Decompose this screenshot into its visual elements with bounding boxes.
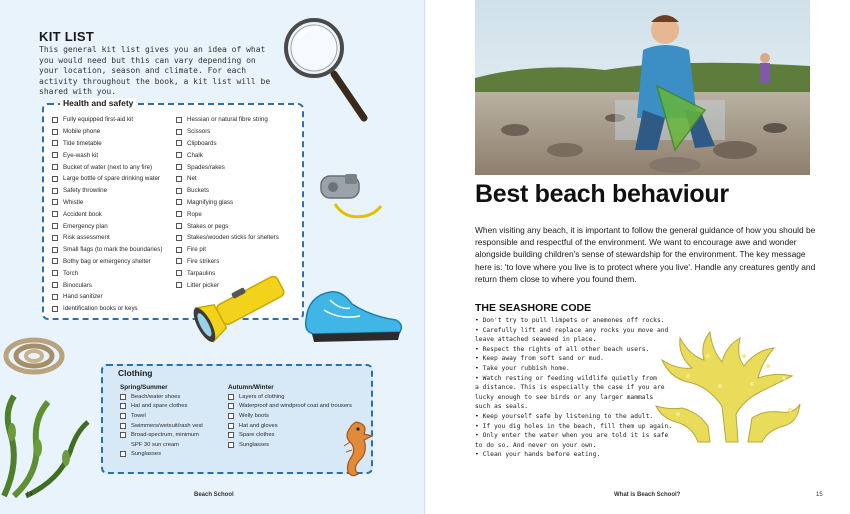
autumn-winter-heading: Autumn/Winter — [228, 384, 274, 391]
checkbox[interactable] — [228, 442, 234, 448]
code-line: • Don't try to pull limpets or anemones off rocks. — [475, 317, 665, 324]
checkbox[interactable] — [176, 223, 182, 229]
checklist-item: Stakes or pegs — [176, 220, 279, 232]
checkbox[interactable] — [176, 117, 182, 123]
checklist-item: Large bottle of spare drinking water — [52, 173, 162, 185]
code-line: • Carefully lift and replace any rocks you move and — [475, 326, 669, 334]
code-line: • Clean your hands before eating. — [475, 451, 601, 459]
checkbox[interactable] — [52, 129, 58, 135]
checkbox[interactable] — [228, 423, 234, 429]
checklist-item: Magnifying glass — [176, 197, 279, 209]
checklist-item: Binoculars — [52, 279, 162, 291]
kit-list-title: KIT LIST — [39, 29, 95, 44]
checkbox[interactable] — [52, 247, 58, 253]
checklist-item: Emergency plan — [52, 220, 162, 232]
checkbox[interactable] — [52, 188, 58, 194]
checklist-item: Tide timetable — [52, 138, 162, 150]
checkbox[interactable] — [176, 235, 182, 241]
checkbox[interactable] — [52, 140, 58, 146]
checkbox[interactable] — [120, 403, 126, 409]
right-page — [426, 0, 850, 514]
checklist-item: Fully equipped first-aid kit — [52, 114, 162, 126]
checklist-item: Eye-wash kit — [52, 149, 162, 161]
checkbox[interactable] — [52, 117, 58, 123]
running-title-right: What is Beach School? — [614, 492, 681, 498]
torch-icon — [188, 264, 296, 348]
checkbox[interactable] — [52, 211, 58, 217]
checklist-item: Risk assessment — [52, 232, 162, 244]
code-line: • Only enter the water when you are told it is safe — [475, 432, 669, 440]
checkbox[interactable] — [52, 282, 58, 288]
checkbox[interactable] — [176, 140, 182, 146]
checklist-item: Clipboards — [176, 138, 279, 150]
checkbox[interactable] — [120, 451, 126, 457]
checklist-item: Identification books or keys — [52, 303, 162, 315]
checkbox[interactable] — [52, 235, 58, 241]
code-line: lucky enough to see birds or any larger mammals — [475, 393, 654, 401]
checklist-item: Broad-spectrum, minimum — [120, 430, 203, 440]
checklist-item: Hand sanitizer — [52, 291, 162, 303]
water-shoe-icon — [300, 280, 408, 348]
checklist-item: Sunglasses — [228, 440, 352, 450]
checklist-item: Small flags (to mark the boundaries) — [52, 244, 162, 256]
checkbox[interactable] — [52, 223, 58, 229]
checkbox[interactable] — [52, 306, 58, 312]
checklist-item: Tarpaulins — [176, 267, 279, 279]
checklist-item: Whistle — [52, 197, 162, 209]
checklist-item: Layers of clothing — [228, 392, 352, 402]
checkbox[interactable] — [52, 176, 58, 182]
code-line: • If you dig holes in the beach, fill them up again. — [475, 422, 673, 430]
checklist-item: Hat and spare clothes — [120, 402, 203, 412]
checklist-item: Towel — [120, 411, 203, 421]
whistle-icon — [315, 170, 387, 226]
beach-photo — [475, 0, 810, 175]
checkbox[interactable] — [176, 164, 182, 170]
rope-icon — [0, 330, 70, 380]
checkbox[interactable] — [176, 282, 182, 288]
checkbox[interactable] — [228, 432, 234, 438]
checklist-item: Waterproof and windproof coat and trousers — [228, 402, 352, 412]
checkbox[interactable] — [120, 432, 126, 438]
checkbox[interactable] — [176, 270, 182, 276]
page-number-right: 15 — [816, 492, 823, 498]
checklist-item-continuation: SPF 30 sun cream — [131, 441, 180, 448]
seashore-code-title: THE SEASHORE CODE — [475, 302, 592, 314]
page-number-left: 14 — [26, 492, 33, 498]
checkbox[interactable] — [120, 423, 126, 429]
spring-summer-list — [120, 392, 203, 459]
running-title-left: Beach School — [194, 492, 234, 498]
checkbox[interactable] — [176, 176, 182, 182]
checklist-item: Safety throwline — [52, 185, 162, 197]
checklist-item: Chalk — [176, 149, 279, 161]
checkbox[interactable] — [52, 164, 58, 170]
checklist-item: Torch — [52, 267, 162, 279]
intro-paragraph: When visiting any beach, it is important to follow the general guidance of how you should be responsible and respectful of the environment. We want to encourage awe and wonder alongside building children's sense of stewardship for the environment. The key message here is: 'to love where you live is to protect where you live'. Handle any creatures gently and return them close to where you found them. — [475, 225, 816, 284]
checklist-item: Hessian or natural fibre string — [176, 114, 279, 126]
checkbox[interactable] — [176, 258, 182, 264]
checklist-item: Rope — [176, 208, 279, 220]
checklist-item: Litter picker — [176, 279, 279, 291]
checkbox[interactable] — [176, 211, 182, 217]
checkbox[interactable] — [120, 394, 126, 400]
code-line: to do so. And never on your own. — [475, 441, 597, 449]
checklist-item: Beach/water shoes — [120, 392, 203, 402]
health-safety-list-col1 — [52, 114, 162, 315]
page-title: Best beach behaviour — [475, 180, 729, 208]
checklist-item: Fire pit — [176, 244, 279, 256]
checkbox[interactable] — [120, 413, 126, 419]
checklist-item: Scissors — [176, 126, 279, 138]
checkbox[interactable] — [176, 152, 182, 158]
checkbox[interactable] — [228, 394, 234, 400]
checklist-item: Spare clothes — [228, 430, 352, 440]
code-line: leave attached seaweed in place. — [475, 336, 597, 344]
checkbox[interactable] — [176, 188, 182, 194]
spring-summer-heading: Spring/Summer — [120, 384, 168, 391]
code-line: • Watch resting or feeding wildlife quietly from — [475, 374, 657, 382]
checklist-item: Mobile phone — [52, 126, 162, 138]
checklist-item: Buckets — [176, 185, 279, 197]
checkbox[interactable] — [176, 247, 182, 253]
coral-icon — [648, 326, 808, 446]
checkbox[interactable] — [228, 403, 234, 409]
checklist-item: Welly boots — [228, 411, 352, 421]
clothing-heading: Clothing — [118, 368, 153, 378]
checklist-item: Hat and gloves — [228, 421, 352, 431]
checkbox[interactable] — [176, 199, 182, 205]
code-line: • Take your rubbish home. — [475, 364, 570, 372]
code-line: such as seals. — [475, 403, 529, 411]
checklist-item: Stakes/wooden sticks for shelters — [176, 232, 279, 244]
code-line: • Keep yourself safe by listening to the adult. — [475, 412, 654, 420]
checklist-item: Net — [176, 173, 279, 185]
kit-list-intro: This general kit list gives you an idea of what you would need but this can vary depending on your location, season and climate. For each activity throughout the book, a kit list will be shared with you. — [39, 45, 271, 96]
code-line: • Keep away from soft sand or mud. — [475, 355, 604, 363]
checkbox[interactable] — [176, 129, 182, 135]
checkbox[interactable] — [52, 199, 58, 205]
seaweed-icon — [0, 392, 92, 500]
checklist-item: Bothy bag or emergency shelter — [52, 256, 162, 268]
checkbox[interactable] — [52, 258, 58, 264]
checkbox[interactable] — [52, 294, 58, 300]
checklist-item: Swimmers/wetsuit/rash vest — [120, 421, 203, 431]
checklist-item: Spades/rakes — [176, 161, 279, 173]
health-safety-heading: Health and safety — [60, 98, 136, 108]
checklist-item: Accident book — [52, 208, 162, 220]
checklist-item: Fire strikers — [176, 256, 279, 268]
checkbox[interactable] — [228, 413, 234, 419]
checklist-item: Bucket of water (next to any fire) — [52, 161, 162, 173]
checkbox[interactable] — [52, 152, 58, 158]
seahorse-icon — [334, 418, 374, 480]
checkbox[interactable] — [52, 270, 58, 276]
code-line: a distance. This is especially the case if you are — [475, 384, 665, 392]
checklist-item: Sunglasses — [120, 450, 203, 460]
code-line: • Respect the rights of all other beach users. — [475, 345, 650, 353]
